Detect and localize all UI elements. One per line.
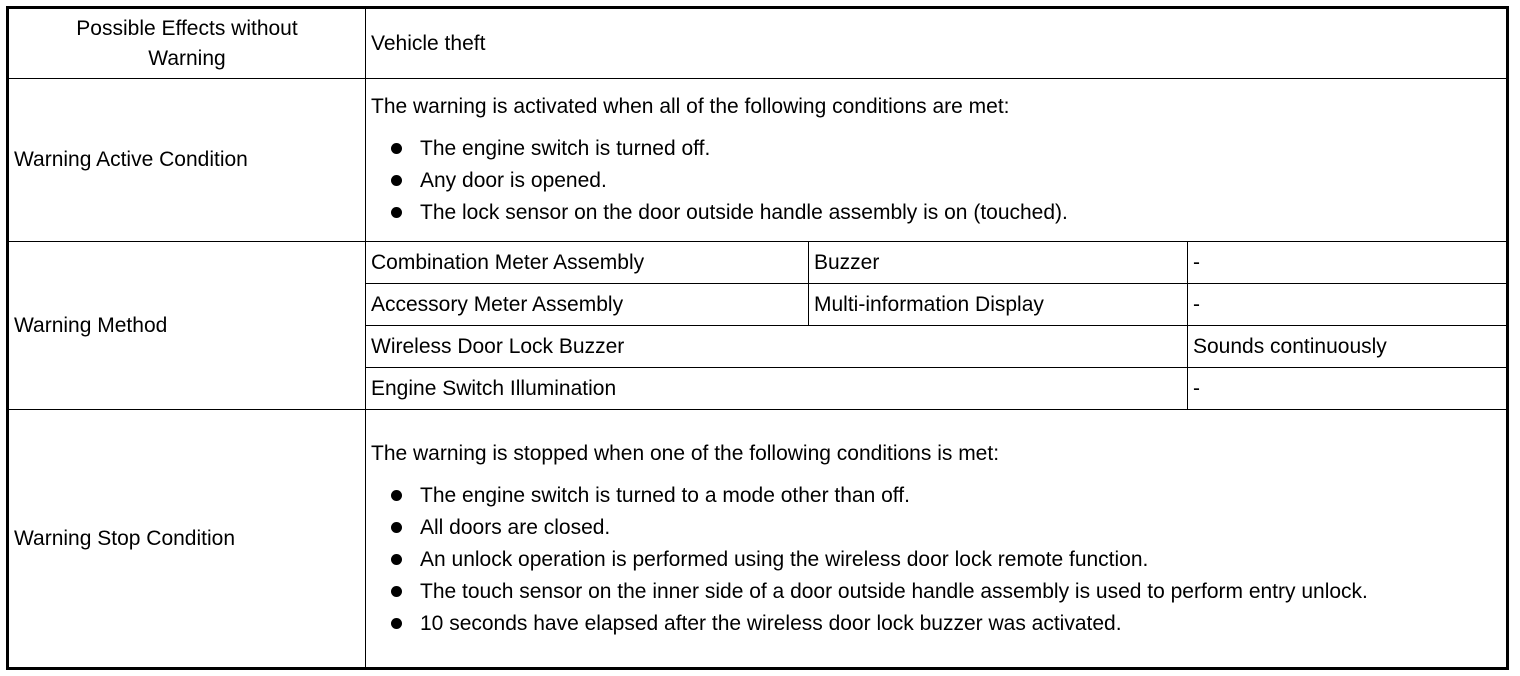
list-item: The touch sensor on the inner side of a door outside handle assembly is used to perform entry unlock. bbox=[371, 576, 1501, 608]
method-device-cell bbox=[366, 242, 809, 284]
method-value-cell bbox=[1188, 242, 1508, 284]
stop-condition-row bbox=[8, 410, 1508, 669]
effects-value: Vehicle theft bbox=[371, 31, 486, 55]
method-value: - bbox=[1193, 250, 1200, 274]
method-type-cell bbox=[809, 284, 1188, 326]
list-item: The engine switch is turned to a mode other than off. bbox=[371, 480, 1501, 512]
stop-condition-label-cell bbox=[8, 410, 366, 669]
effects-label-line2: Warning bbox=[148, 46, 226, 70]
active-condition-label-cell bbox=[8, 79, 366, 242]
method-value-cell bbox=[1188, 368, 1508, 410]
effects-label-cell bbox=[8, 8, 366, 79]
method-value: - bbox=[1193, 376, 1200, 400]
effects-label-line1: Possible Effects without bbox=[76, 16, 298, 40]
active-condition-value-cell bbox=[366, 79, 1508, 242]
method-device: Combination Meter Assembly bbox=[371, 250, 645, 274]
method-label-cell bbox=[8, 242, 366, 410]
method-device-cell bbox=[366, 284, 809, 326]
list-item: Any door is opened. bbox=[371, 165, 1501, 197]
active-condition-label: Warning Active Condition bbox=[14, 148, 248, 171]
effects-value-cell bbox=[366, 8, 1508, 79]
active-condition-intro: The warning is activated when all of the following conditions are met: bbox=[371, 95, 1010, 118]
stop-condition-value-cell bbox=[366, 410, 1508, 669]
stop-condition-label: Warning Stop Condition bbox=[14, 526, 236, 550]
method-type: Buzzer bbox=[814, 250, 880, 274]
list-item: An unlock operation is performed using the wireless door lock remote function. bbox=[371, 544, 1501, 576]
effects-row bbox=[8, 8, 1508, 79]
list-item: The lock sensor on the door outside handle assembly is on (touched). bbox=[371, 197, 1501, 229]
method-device-cell bbox=[366, 368, 1188, 410]
warning-spec-table bbox=[6, 6, 1509, 670]
active-condition-row bbox=[8, 79, 1508, 242]
method-value-cell bbox=[1188, 284, 1508, 326]
method-row-1 bbox=[8, 242, 1508, 284]
list-item: 10 seconds have elapsed after the wireless door lock buzzer was activated. bbox=[371, 608, 1501, 640]
stop-condition-intro: The warning is stopped when one of the following conditions is met: bbox=[371, 441, 1000, 465]
method-type-cell bbox=[809, 242, 1188, 284]
method-device: Engine Switch Illumination bbox=[371, 376, 617, 400]
active-condition-bullets bbox=[371, 133, 1501, 229]
stop-condition-bullets bbox=[371, 480, 1501, 640]
method-device: Wireless Door Lock Buzzer bbox=[371, 334, 625, 358]
method-device-cell bbox=[366, 326, 1188, 368]
list-item: The engine switch is turned off. bbox=[371, 133, 1501, 165]
method-value-cell bbox=[1188, 326, 1508, 368]
method-value: Sounds continuously bbox=[1193, 334, 1387, 358]
method-type: Multi-information Display bbox=[814, 292, 1044, 316]
method-device: Accessory Meter Assembly bbox=[371, 292, 624, 316]
method-value: - bbox=[1193, 292, 1200, 316]
list-item: All doors are closed. bbox=[371, 512, 1501, 544]
method-label: Warning Method bbox=[14, 313, 168, 337]
